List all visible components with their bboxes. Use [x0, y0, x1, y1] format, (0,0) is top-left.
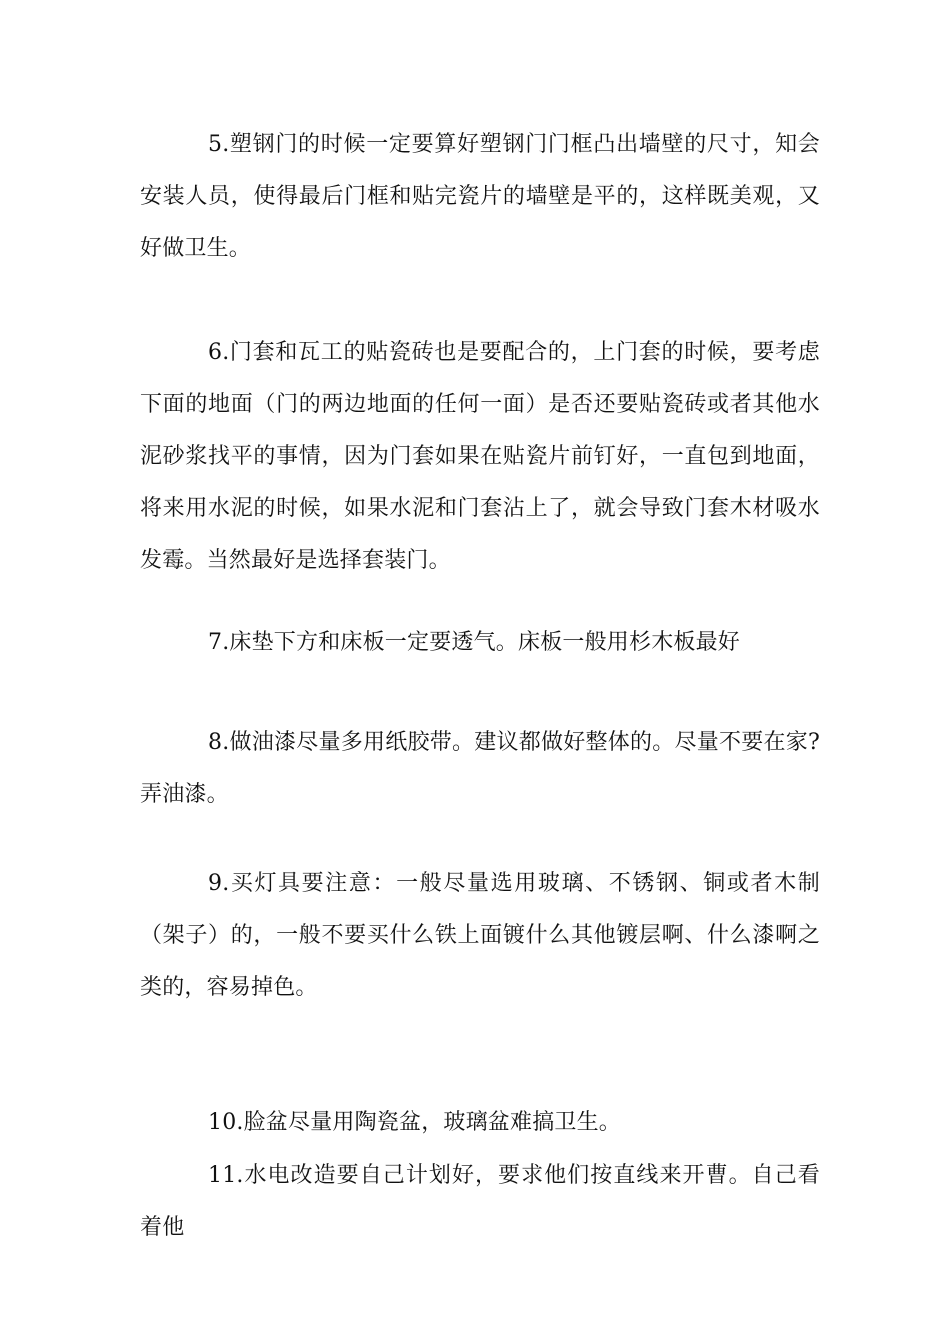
paragraph-11 [140, 1150, 820, 1254]
paragraph-number: 10. [208, 1110, 244, 1135]
paragraph-text: 买灯具要注意：一般尽量选用玻璃、不锈钢、铜或者木制（架子）的，一般不要买什么铁上面镀什么其他镀层啊、什么漆啊之类的，容易掉色。 [140, 871, 820, 1000]
paragraph-text: 床垫下方和床板一定要透气。床板一般用杉木板最好 [229, 630, 740, 655]
paragraph-text: 塑钢门的时候一定要算好塑钢门门框凸出墙壁的尺寸，知会安装人员，使得最后门框和贴完瓷片的墙壁是平的，这样既美观，又好做卫生。 [140, 132, 820, 261]
paragraph-text: 水电改造要自己计划好，要求他们按直线来开曹。自己看着他 [140, 1163, 820, 1240]
paragraph-10 [140, 1097, 820, 1149]
paragraph-6 [140, 327, 820, 587]
paragraph-9 [140, 858, 820, 1014]
paragraph-number: 6. [208, 340, 230, 365]
paragraph-8 [140, 717, 820, 821]
paragraph-number: 11. [208, 1163, 244, 1188]
paragraph-text: 脸盆尽量用陶瓷盆，玻璃盆难搞卫生。 [243, 1110, 621, 1135]
paragraph-5 [140, 119, 820, 275]
paragraph-number: 7. [208, 630, 230, 655]
paragraph-number: 5. [208, 132, 230, 157]
paragraph-text: 门套和瓦工的贴瓷砖也是要配合的，上门套的时候，要考虑下面的地面（门的两边地面的任何一面）是否还要贴瓷砖或者其他水泥砂浆找平的事情，因为门套如果在贴瓷片前钉好，一直包到地面，将来用水泥的时候，如果水泥和门套沾上了，就会导致门套木材吸水发霉。当然最好是选择套装门。 [140, 340, 820, 573]
paragraph-number: 9. [208, 871, 230, 896]
paragraph-number: 8. [208, 730, 230, 755]
paragraph-text: 做油漆尽量多用纸胶带。建议都做好整体的。尽量不要在家?弄油漆。 [140, 730, 820, 807]
paragraph-7 [140, 617, 820, 669]
